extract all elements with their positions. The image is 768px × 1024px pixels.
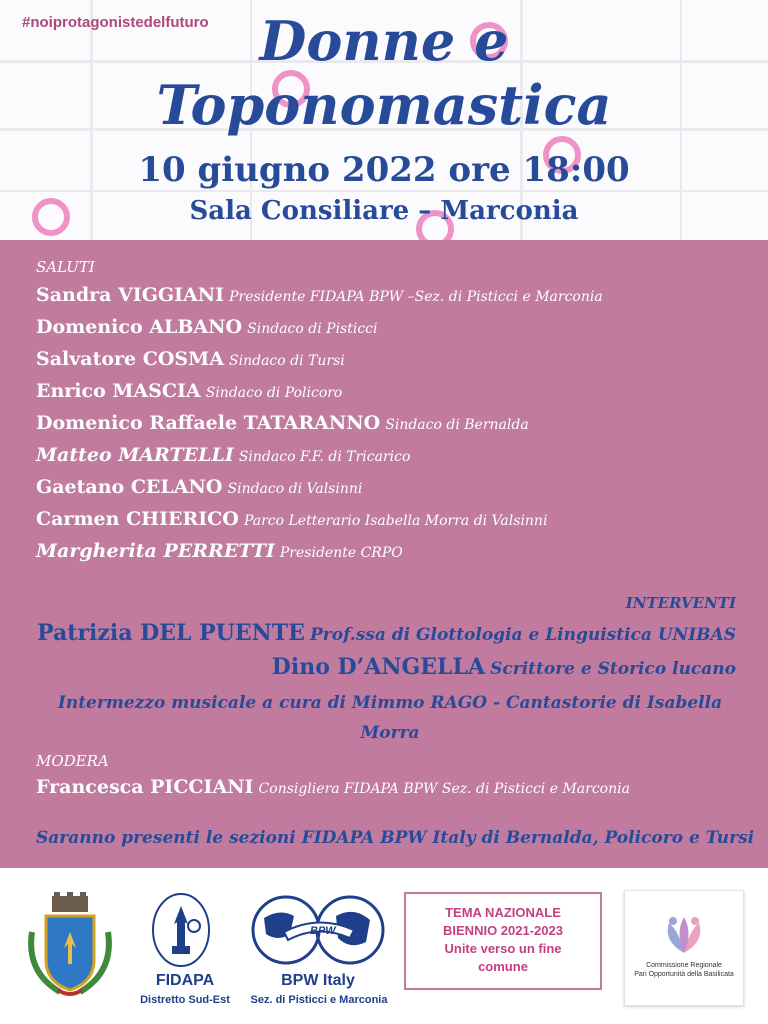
crpo-caption: [625, 961, 743, 979]
crpo-line: Pari Opportunità della Basilicata: [634, 971, 734, 978]
bpw-globes-icon: [250, 894, 386, 966]
fidapa-name: FIDAPA: [155, 972, 215, 989]
person-name: Salvatore COSMA: [36, 348, 224, 370]
saluti-item: [36, 380, 342, 402]
person-role: Sindaco di Pisticci: [247, 321, 378, 337]
bpw-name: BPW Italy: [281, 972, 355, 989]
tema-line: TEMA NAZIONALE: [445, 905, 561, 920]
speaker-name: Dino D’ANGELLA: [271, 654, 486, 680]
person-role: Parco Letterario Isabella Morra di Valsinni: [243, 513, 548, 529]
closing-note: Saranno presenti le sezioni FIDAPA BPW Italy di Bernalda, Policoro e Tursi: [36, 828, 755, 848]
footer-logos: [0, 868, 768, 1024]
person-name: Domenico ALBANO: [36, 316, 243, 338]
person-name: Domenico Raffaele TATARANNO: [36, 412, 381, 434]
crpo-line: Commissione Regionale: [646, 962, 722, 969]
person-role: Presidente FIDAPA BPW –Sez. di Pisticci e Marconia: [229, 289, 603, 305]
interventi-heading: INTERVENTI: [625, 594, 736, 612]
map-street: [0, 190, 768, 192]
tema-line: Unite verso un fine: [444, 941, 562, 956]
moderator-item: [36, 776, 630, 798]
speaker-role: Scrittore e Storico lucano: [490, 659, 736, 679]
saluti-item: [36, 316, 378, 338]
saluti-item: [36, 508, 547, 530]
crpo-logo-icon: [653, 913, 715, 957]
person-role: Presidente CRPO: [279, 545, 403, 561]
fidapa-logo-icon: [150, 890, 212, 970]
person-name: Sandra VIGGIANI: [36, 284, 225, 306]
program-panel: [0, 240, 768, 868]
person-role: Sindaco di Valsinni: [227, 481, 363, 497]
speaker-item: [37, 620, 736, 646]
music-intermezzo: Intermezzo musicale a cura di Mimmo RAGO - Cantastorie di Isabella Morra: [57, 693, 723, 743]
hashtag: #noiprotagonistedelfuturo: [22, 14, 209, 31]
saluti-heading: SALUTI: [36, 258, 95, 276]
bpw-globe-text: BPW: [310, 925, 336, 937]
title-line-2: Toponomastica: [156, 73, 612, 137]
person-role: Sindaco di Bernalda: [385, 417, 529, 433]
tema-line: BIENNIO 2021-2023: [443, 923, 563, 938]
event-date: 10 giugno 2022 ore 18:00: [138, 150, 630, 190]
saluti-item: [36, 540, 403, 562]
event-venue: Sala Consiliare – Marconia: [189, 196, 579, 226]
speaker-name: Patrizia DEL PUENTE: [37, 620, 305, 646]
saluti-item: [36, 284, 603, 306]
person-role: Sindaco di Tursi: [229, 353, 345, 369]
tema-nazionale-box: [404, 892, 602, 990]
crpo-logo-card: [624, 890, 744, 1006]
person-role: Sindaco di Policoro: [205, 385, 343, 401]
person-name: Gaetano CELANO: [36, 476, 223, 498]
person-name: Enrico MASCIA: [36, 380, 201, 402]
person-role: Sindaco F.F. di Tricarico: [238, 449, 411, 465]
saluti-item: [36, 444, 410, 466]
tema-line: comune: [478, 959, 528, 974]
header-banner: [0, 0, 768, 240]
moderator-name: Francesca PICCIANI: [36, 776, 254, 798]
fidapa-subtitle: Distretto Sud-Est: [140, 994, 230, 1006]
person-name: Matteo MARTELLI: [36, 444, 234, 466]
person-name: Margherita PERRETTI: [36, 540, 275, 562]
title-line-1: Donne e: [259, 9, 509, 73]
saluti-item: [36, 348, 345, 370]
saluti-item: [36, 476, 362, 498]
modera-heading: MODERA: [36, 752, 109, 770]
saluti-item: [36, 412, 529, 434]
speaker-role: Prof.ssa di Glottologia e Linguistica UNIBAS: [309, 625, 736, 645]
speaker-item: [272, 654, 736, 680]
person-name: Carmen CHIERICO: [36, 508, 239, 530]
moderator-role: Consigliera FIDAPA BPW Sez. di Pisticci e Marconia: [258, 781, 630, 797]
municipal-crest-icon: [20, 892, 120, 1002]
bpw-subtitle: Sez. di Pisticci e Marconia: [250, 994, 388, 1006]
